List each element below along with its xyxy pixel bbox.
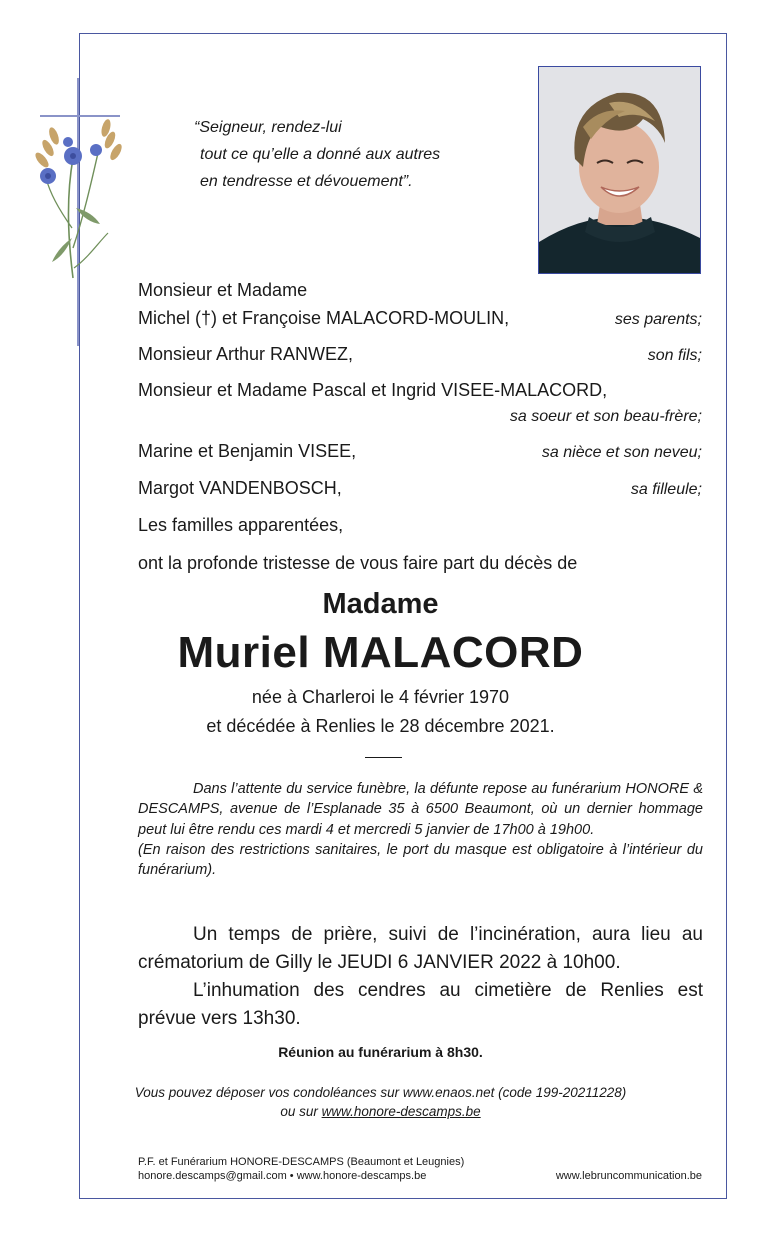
condolences-line: Vous pouvez déposer vos condoléances sur www.enaos.net (code 199-20211228) [134, 1085, 627, 1100]
family-line: Monsieur Arthur RANWEZ, [138, 344, 354, 364]
condolences-prefix: ou sur [280, 1104, 322, 1119]
footer-company: P.F. et Funérarium HONORE-DESCAMPS (Beaumont et Leugnies) [138, 1156, 465, 1168]
ceremony-info [138, 921, 703, 1033]
footer-credit[interactable]: www.lebruncommunication.be [555, 1170, 702, 1182]
website-link[interactable]: www.honore-descamps.be [321, 1104, 481, 1119]
family-line: Margot VANDENBOSCH, [138, 478, 342, 498]
burial-paragraph: L’inhumation des cendres au cimetière de Renlies est prévue vers 13h30. [138, 980, 703, 1029]
family-role: sa filleule; [630, 481, 702, 498]
funerarium-paragraph: Dans l’attente du service funèbre, la défunte repose au funérarium HONORE & DESCAMPS, avenue de l’Esplanade 35 à 6500 Beaumont, où un dernier hommage peut lui être rendu ces mardi 4 et mercredi 5 janvier de 17h00 à 19h00. [138, 781, 703, 838]
restrictions-paragraph: (En raison des restrictions sanitaires, le port du masque est obligatoire à l’intérieur du funérarium). [138, 841, 703, 879]
family-line: Michel (†) et Françoise MALACORD-MOULIN, [138, 308, 510, 328]
epitaph-quote [194, 114, 440, 195]
deceased-title: Madame [322, 588, 439, 620]
condolences-link-line [0, 1104, 761, 1119]
family-role: son fils; [647, 347, 702, 364]
announcement-line: ont la profonde tristesse de vous faire part du décès de [138, 553, 578, 573]
funerarium-info [138, 779, 703, 880]
quote-line: “Seigneur, rendez-lui [194, 119, 342, 136]
separator [365, 757, 402, 758]
deceased-name: Muriel MALACORD [177, 628, 584, 677]
quote-line: en tendresse et dévouement”. [200, 173, 413, 190]
footer-contact[interactable]: honore.descamps@gmail.com • www.honore-descamps.be [138, 1170, 427, 1182]
portrait-photo [538, 66, 701, 274]
birth-line: née à Charleroi le 4 février 1970 [251, 687, 510, 707]
family-line: Les familles apparentées, [138, 515, 344, 535]
family-line: Monsieur et Madame Pascal et Ingrid VISEE-MALACORD, [138, 380, 608, 400]
family-role: sa nièce et son neveu; [541, 444, 702, 461]
ceremony-paragraph: Un temps de prière, suivi de l’incinération, aura lieu au crématorium de Gilly le JEUDI 6 JANVIER 2022 à 10h00. [138, 924, 703, 973]
family-line: Marine et Benjamin VISEE, [138, 441, 357, 461]
quote-line: tout ce qu’elle a donné aux autres [200, 146, 441, 163]
cross-flowers-icon [28, 78, 138, 348]
family-line: Monsieur et Madame [138, 280, 308, 300]
reunion-note: Réunion au funérarium à 8h30. [278, 1044, 483, 1060]
death-line: et décédée à Renlies le 28 décembre 2021. [206, 716, 555, 736]
family-role: sa soeur et son beau-frère; [509, 408, 702, 425]
family-role: ses parents; [614, 311, 702, 328]
